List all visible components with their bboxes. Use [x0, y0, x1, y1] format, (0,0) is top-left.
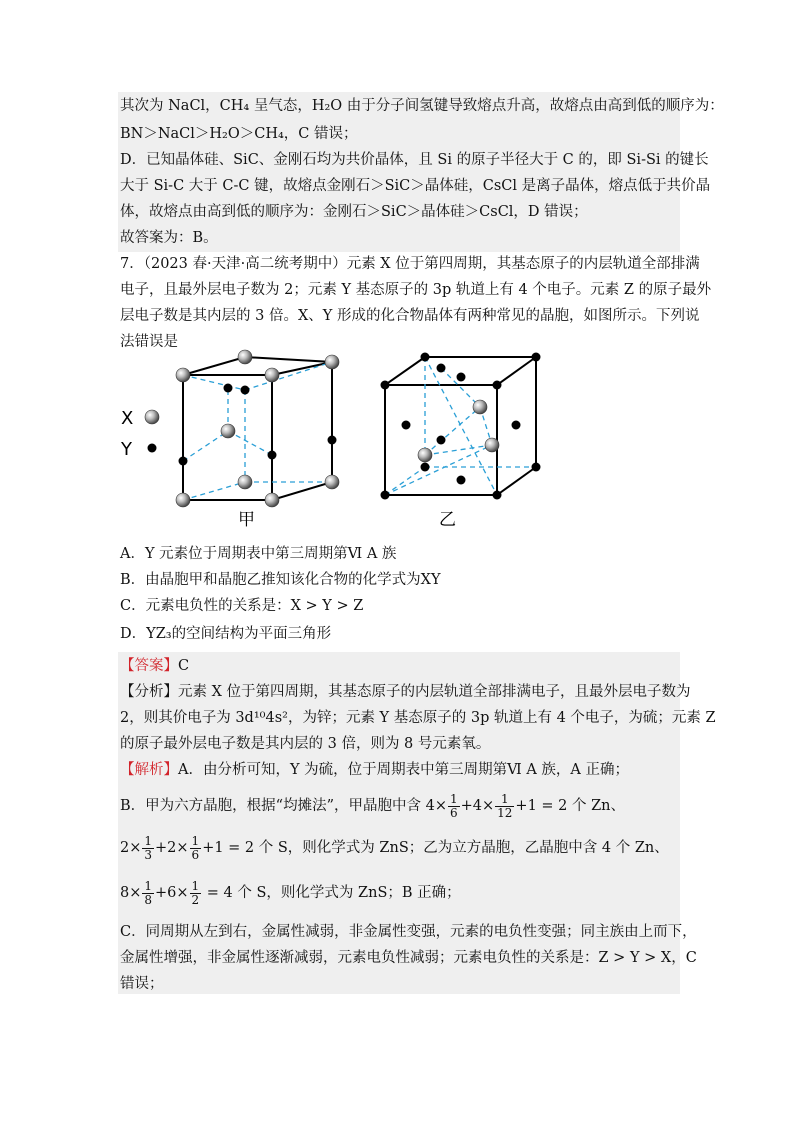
solution-b-text: B．甲为六方晶胞，根据“均摊法”，甲晶胞中含	[120, 798, 421, 814]
math-expr: +4×	[460, 798, 495, 814]
answer-value: C	[178, 658, 190, 674]
text-line: D．已知晶体硅、SiC、金刚石均为共价晶体，且 Si 的原子半径大于 C 的，即 Si-Si 的键长	[120, 152, 709, 168]
cubic-cell-atoms	[381, 353, 541, 500]
option-d-prefix: D．	[120, 626, 147, 642]
legend-x-label: X	[121, 408, 134, 429]
solution-line	[120, 948, 697, 968]
text-line: BN＞NaCl＞H₂O＞CH₄，C 错误；	[120, 126, 358, 142]
fraction: $\frac{1}{2}$	[191, 878, 200, 907]
option-d	[120, 624, 331, 644]
math-expr: +2×	[155, 840, 189, 856]
solution-b-text: 个 S，则化学式为 ZnS；乙为立方晶胞，乙晶胞中含 4 个 Zn、	[258, 840, 669, 856]
question-line: 法错误是	[120, 334, 178, 350]
option-b	[120, 570, 441, 590]
question-line: 7．（2023 春·天津·高二统考期中）元素 X 位于第四周期，其基态原子的内层轨道全部排满	[120, 256, 700, 272]
legend-y-dot	[148, 444, 157, 453]
question-line: 层电子数是其内层的 3 倍。X、Y 形成的化合物晶体有两种常见的晶胞，如图所示。下列说	[120, 308, 700, 324]
legend-x-sphere	[145, 410, 159, 424]
text-line: 大于 Si-C 大于 C-C 键，故熔点金刚石＞SiC＞晶体硅，CsCl 是离子晶体，熔点低于共价晶	[120, 178, 711, 194]
option-d-formula: YZ₃	[146, 626, 172, 642]
text-line: 故答案为：B。	[120, 230, 218, 246]
math-expr: +6×	[155, 885, 189, 901]
hexagonal-cell	[183, 357, 332, 500]
solution-line: 错误；	[120, 976, 164, 992]
option-a: A．Y 元素位于周期表中第三周期第Ⅵ A 族	[120, 546, 397, 562]
option-b-text: B．由晶胞甲和晶胞乙推知该化合物的化学式为	[120, 572, 421, 588]
analysis-tag: 【分析】	[120, 684, 178, 700]
math-expr: 8×	[120, 885, 142, 901]
fraction: $\frac{1}{3}$	[144, 833, 153, 862]
solution-c-formula: Z > Y > X	[598, 950, 672, 966]
solution-line-b2	[120, 828, 669, 868]
solution-a: A．由分析可知，Y 为硫，位于周期表中第三周期第Ⅵ A 族，A 正确；	[178, 762, 630, 778]
solution-line	[120, 760, 629, 780]
analysis-text: 元素 X 位于第四周期，其基态原子的内层轨道全部排满电子，且最外层电子数为	[178, 684, 691, 700]
option-d-text: 的空间结构为平面三角形	[171, 626, 332, 642]
solution-c-text: 金属性增强，非金属性逐渐减弱，元素电负性减弱；元素电负性的关系是：	[120, 950, 599, 966]
fraction: $\frac{1}{6}$	[191, 833, 200, 862]
solution-b-text: 个 S，则化学式为 ZnS；B 正确；	[237, 885, 461, 901]
option-c-formula: X > Y > Z	[290, 598, 364, 614]
math-expr: +1 = 2	[515, 798, 568, 814]
analysis-line: 2，则其价电子为 3d¹⁰4s²，为锌；元素 Y 基态原子的 3p 轨道上有 4 个电子，为硫；元素 Z	[120, 710, 716, 726]
solution-line-b3	[120, 873, 461, 913]
math-expr: +1 = 2	[202, 840, 255, 856]
solution-c-end: ，C	[671, 950, 697, 966]
answer-tag: 【答案】	[120, 658, 178, 674]
fraction: $\frac{1}{12}$	[497, 791, 513, 820]
option-c-text: C．元素电负性的关系是：	[120, 598, 291, 614]
text-line: 体，故熔点由高到低的顺序为：金刚石＞SiC＞晶体硅＞CsCl，D 错误；	[120, 204, 588, 220]
text-line: 其次为 NaCl，CH₄ 呈气态，H₂O 由于分子间氢键导致熔点升高，故熔点由高到低的顺序为：	[120, 98, 724, 114]
solution-b-text: 个 Zn、	[572, 798, 626, 814]
solution-tag: 【解析】	[120, 762, 178, 778]
math-expr: 4×	[425, 798, 447, 814]
crystal-cell-figure	[0, 345, 800, 535]
analysis-line	[120, 682, 691, 702]
option-c	[120, 596, 363, 616]
answer-line	[120, 656, 189, 676]
solution-line-b1	[120, 786, 625, 826]
math-expr: = 4	[202, 885, 233, 901]
option-b-formula: XY	[420, 572, 441, 588]
math-expr: 2×	[120, 840, 142, 856]
analysis-line: 的原子最外层电子数是其内层的 3 倍，则为 8 号元素氧。	[120, 736, 491, 752]
fraction: $\frac{1}{8}$	[144, 878, 153, 907]
label-yi: 乙	[439, 510, 456, 530]
hexagonal-cell-atoms	[176, 350, 339, 507]
label-jia: 甲	[238, 510, 255, 530]
fraction: $\frac{1}{6}$	[449, 791, 458, 820]
question-line: 电子，且最外层电子数为 2；元素 Y 基态原子的 3p 轨道上有 4 个电子。元素 Z 的原子最外	[120, 282, 712, 298]
hexagonal-cell-hidden	[183, 362, 332, 500]
legend-y-label: Y	[121, 439, 132, 460]
solution-line: C．同周期从左到右，金属性减弱，非金属性变强，元素的电负性变强；同主族由上而下，	[120, 924, 697, 940]
